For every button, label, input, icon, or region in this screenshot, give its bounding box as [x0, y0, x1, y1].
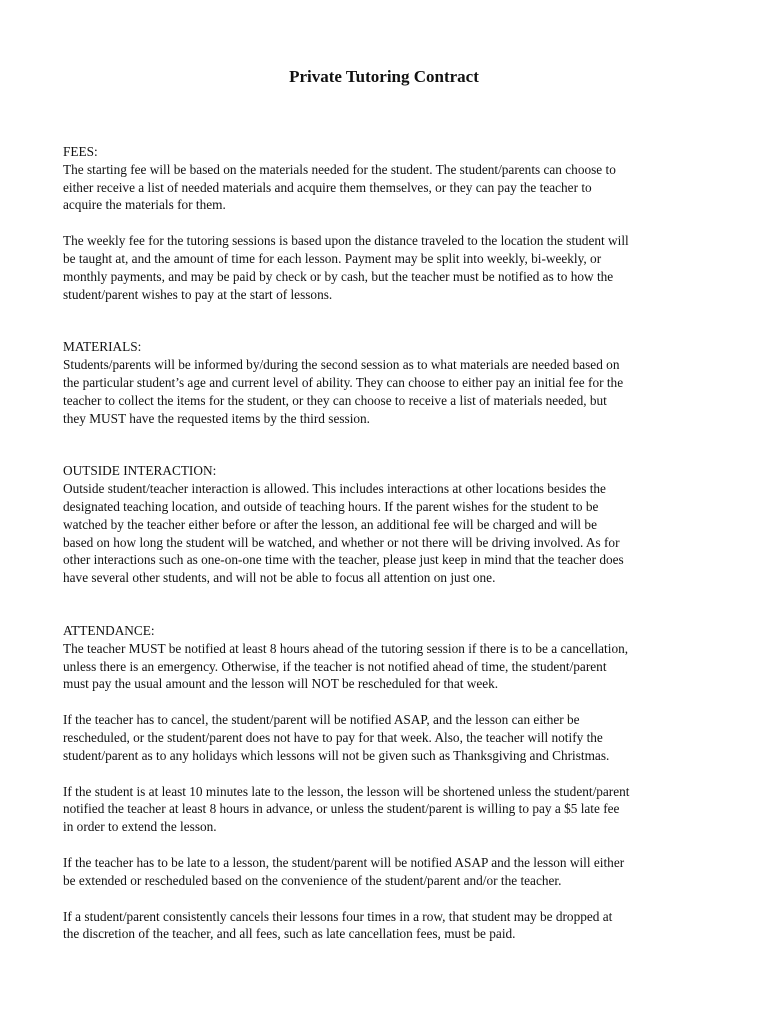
text-line: other interactions such as one-on-one time with the teacher, please just keep in mind that the teacher does	[63, 552, 624, 568]
document-title: Private Tutoring Contract	[289, 67, 479, 86]
text-line: If the teacher has to cancel, the student/parent will be notified ASAP, and the lesson can either be	[63, 712, 580, 728]
paragraph	[63, 854, 713, 890]
text-line: The starting fee will be based on the materials needed for the student. The student/parents can choose to	[63, 161, 616, 177]
section-materials	[63, 338, 713, 427]
text-line: either receive a list of needed materials and acquire them themselves, or they can pay the teacher to	[63, 179, 592, 195]
section-fees	[63, 143, 713, 303]
paragraph-spacer	[63, 765, 713, 783]
text-line: the discretion of the teacher, and all fees, such as late cancellation fees, must be paid.	[63, 926, 516, 942]
text-line: based on how long the student will be watched, and whether or not there will be driving involved. As for	[63, 534, 620, 550]
text-line: The teacher MUST be notified at least 8 hours ahead of the tutoring session if there is to be a cancellation,	[63, 640, 629, 656]
text-line: watched by the teacher either before or after the lesson, an additional fee will be charged and will be	[63, 516, 597, 532]
paragraph-spacer	[63, 214, 713, 232]
text-line: student/parent wishes to pay at the start of lessons.	[63, 286, 333, 302]
paragraph	[63, 232, 713, 303]
text-line: Outside student/teacher interaction is allowed. This includes interactions at other locations besides the	[63, 481, 606, 497]
text-line: rescheduled, or the student/parent does not have to pay for that week. Also, the teacher will notify the	[63, 729, 603, 745]
document-body	[63, 143, 713, 943]
text-line: be taught at, and the amount of time for each lesson. Payment may be split into weekly, bi-weekly, or	[63, 250, 602, 266]
text-line: teacher to collect the items for the student, or they can choose to receive a list of materials needed, but	[63, 392, 607, 408]
paragraph	[63, 711, 713, 764]
paragraph	[63, 908, 713, 944]
paragraph	[63, 480, 713, 587]
paragraph-spacer	[63, 890, 713, 908]
text-line: be extended or rescheduled based on the convenience of the student/parent and/or the teacher.	[63, 872, 562, 888]
text-line: If a student/parent consistently cancels their lessons four times in a row, that student may be dropped at	[63, 908, 613, 924]
text-line: monthly payments, and may be paid by check or by cash, but the teacher must be notified as to how the	[63, 268, 614, 284]
text-line: designated teaching location, and outside of teaching hours. If the parent wishes for the student to be	[63, 498, 599, 514]
text-line: If the student is at least 10 minutes late to the lesson, the lesson will be shortened unless the student/parent	[63, 783, 630, 799]
text-line: must pay the usual amount and the lesson will NOT be rescheduled for that week.	[63, 676, 499, 692]
text-line: unless there is an emergency. Otherwise, if the teacher is not notified ahead of time, the student/parent	[63, 658, 607, 674]
section-spacer	[63, 587, 713, 622]
paragraph-spacer	[63, 693, 713, 711]
text-line: the particular student’s age and current level of ability. They can choose to either pay an initial fee for the	[63, 374, 624, 390]
section-heading: MATERIALS:	[63, 339, 142, 355]
text-line: The weekly fee for the tutoring sessions is based upon the distance traveled to the location the student will	[63, 233, 629, 249]
text-line: Students/parents will be informed by/during the second session as to what materials are needed based on	[63, 357, 620, 373]
section-heading: ATTENDANCE:	[63, 622, 155, 638]
paragraph	[63, 356, 713, 427]
text-line: notified the teacher at least 8 hours in advance, or unless the student/parent is willing to pay a $5 late fee	[63, 801, 620, 817]
section-attendance	[63, 622, 713, 943]
paragraph-spacer	[63, 836, 713, 854]
section-spacer	[63, 427, 713, 462]
text-line: acquire the materials for them.	[63, 197, 226, 213]
section-spacer	[63, 303, 713, 338]
section-outside-interaction	[63, 462, 713, 587]
paragraph	[63, 640, 713, 693]
section-heading: OUTSIDE INTERACTION:	[63, 463, 217, 479]
text-line: If the teacher has to be late to a lesson, the student/parent will be notified ASAP and the lesson will either	[63, 854, 625, 870]
text-line: in order to extend the lesson.	[63, 819, 217, 835]
text-line: they MUST have the requested items by the third session.	[63, 410, 371, 426]
text-line: student/parent as to any holidays which lessons will not be given such as Thanksgiving and Christmas.	[63, 747, 610, 763]
section-heading: FEES:	[63, 144, 98, 159]
text-line: have several other students, and will not be able to focus all attention on just one.	[63, 570, 496, 586]
paragraph	[63, 783, 713, 836]
paragraph	[63, 161, 713, 214]
